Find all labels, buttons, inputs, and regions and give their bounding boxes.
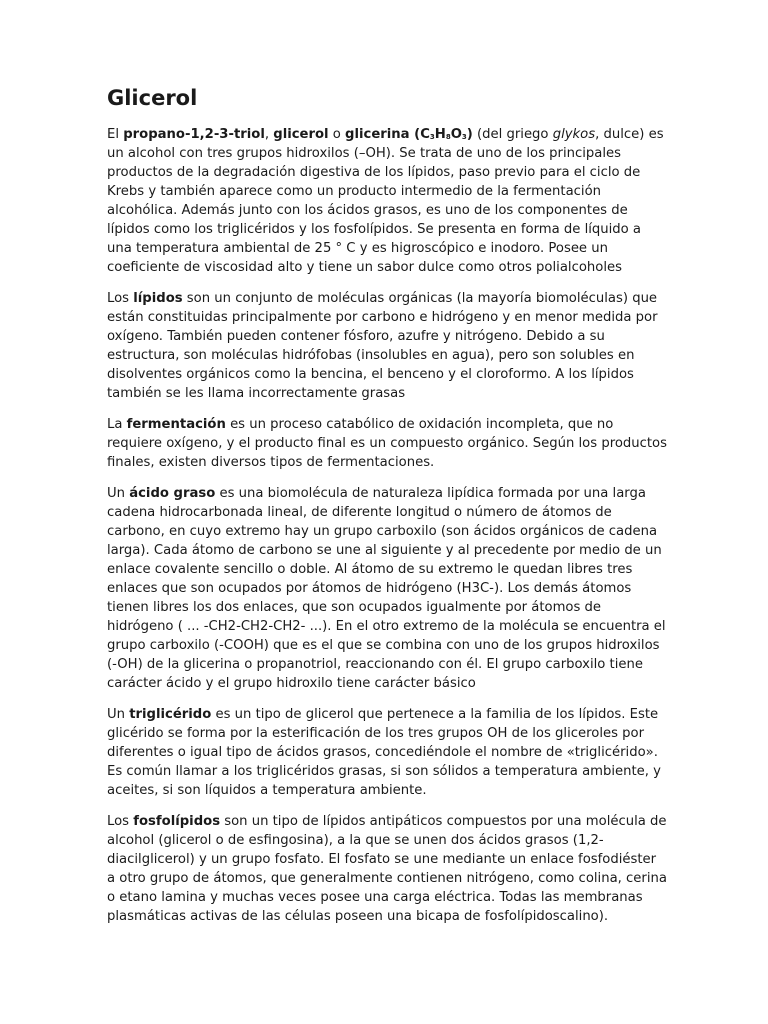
term-lipidos: lípidos <box>133 291 183 306</box>
text-run: Los <box>107 291 134 306</box>
term-trigliceridos: triglicérido <box>129 707 212 722</box>
paragraph-fermentacion <box>107 415 667 472</box>
term-acido-graso: ácido graso <box>129 486 216 501</box>
text-run: , <box>264 127 274 142</box>
document-page <box>107 86 667 938</box>
text-run: son un tipo de lípidos antipáticos compuestos por una molécula de alcohol (glicerol o de esfingosina), a la que se unen dos ácidos grasos (1,2-diacilglicerol) y un grupo fosfato. El fosfato se une mediante un enlace fosfodiéster a otro grupo de átomos, que generalmente contienen nitrógeno, como colina, cerina o etano lamina y muchas veces posee una carga eléctrica. Todas las membranas plasmáticas activas de las células poseen una bicapa de fosfolípidoscalino). <box>107 814 667 924</box>
term-glykos: glykos <box>552 127 596 142</box>
formula-part: ) <box>466 127 473 142</box>
term-fosfolipidos: fosfolípidos <box>133 814 221 829</box>
page-title: Glicerol <box>107 86 198 110</box>
text-run: El <box>107 127 124 142</box>
paragraph-lipidos <box>107 289 667 403</box>
text-run: es una biomolécula de naturaleza lipídica formada por una larga cadena hidrocarbonada lineal, de diferente longitud o número de átomos de carbono, en cuyo extremo hay un grupo carboxilo (son ácidos orgánicos de cadena larga). Cada átomo de carbono se une al siguiente y al precedente por medio de un enlace covalente sencillo o doble. Al átomo de su extremo le quedan libres tres enlaces que son ocupados por átomos de hidrógeno (H3C-). Los demás átomos tienen libres los dos enlaces, que son ocupados igualmente por átomos de hidrógeno ( ... -CH2-CH2-CH2- ...). En el otro extremo de la molécula se encuentra el grupo carboxilo (-COOH) que es el que se combina con uno de los grupos hidroxilos (-OH) de la glicerina o propanotriol, reaccionando con él. El grupo carboxilo tiene carácter ácido y el grupo hidroxilo tiene carácter básico <box>107 486 666 691</box>
text-run: Un <box>107 707 130 722</box>
formula-subscript: 3 <box>429 133 435 141</box>
formula-part: O <box>450 127 462 142</box>
text-run: es un proceso catabólico de oxidación incompleta, que no requiere oxígeno, y el producto final es un compuesto orgánico. Según los productos finales, existen diversos tipos de fermentaciones. <box>107 417 667 470</box>
text-run: , dulce) es un alcohol con tres grupos hidroxilos (–OH). Se trata de uno de los principales productos de la degradación digestiva de los lípidos, paso previo para el ciclo de Krebs y también aparece como un producto intermedio de la fermentación alcohólica. Además junto con los ácidos grasos, es uno de los componentes de lípidos como los triglicéridos y los fosfolípidos. Se presenta en forma de líquido a una temperatura ambiental de 25 ° C y es higroscópico e inodoro. Posee un coeficiente de viscosidad alto y tiene un sabor dulce como otros polialcoholes <box>107 127 664 275</box>
paragraph-glicerol <box>107 125 667 277</box>
paragraph-fosfolipidos <box>107 812 667 926</box>
term-glicerina-formula <box>345 127 473 142</box>
text-run: Un <box>107 486 130 501</box>
formula-subscript: 8 <box>445 133 451 141</box>
text-run: son un conjunto de moléculas orgánicas (la mayoría biomoléculas) que están constituidas principalmente por carbono e hidrógeno y en menor medida por oxígeno. También pueden contener fósforo, azufre y nitrógeno. Debido a su estructura, son moléculas hidrófobas (insolubles en agua), pero son solubles en disolventes orgánicos como la bencina, el benceno y el cloroformo. A los lípidos también se les llama incorrectamente grasas <box>107 291 658 401</box>
term-glicerol: glicerol <box>273 127 329 142</box>
formula-part: glicerina (C <box>345 127 430 142</box>
formula-part: H <box>434 127 446 142</box>
text-run: es un tipo de glicerol que pertenece a la familia de los lípidos. Este glicérido se forma por la esterificación de los tres grupos OH de los gliceroles por diferentes o igual tipo de ácidos grasos, concediéndole el nombre de «triglicérido». Es común llamar a los triglicéridos grasas, si son sólidos a temperatura ambiente, y aceites, si son líquidos a temperatura ambiente. <box>107 707 661 798</box>
paragraph-trigliceridos <box>107 705 667 800</box>
text-run: La <box>107 417 127 432</box>
text-run: Los <box>107 814 134 829</box>
term-propanotriol: propano-1,2-3-triol <box>123 127 265 142</box>
text-run: o <box>328 127 346 142</box>
term-fermentacion: fermentación <box>126 417 226 432</box>
paragraph-acido-graso <box>107 484 667 693</box>
text-run: (del griego <box>472 127 553 142</box>
formula-subscript: 3 <box>461 133 467 141</box>
